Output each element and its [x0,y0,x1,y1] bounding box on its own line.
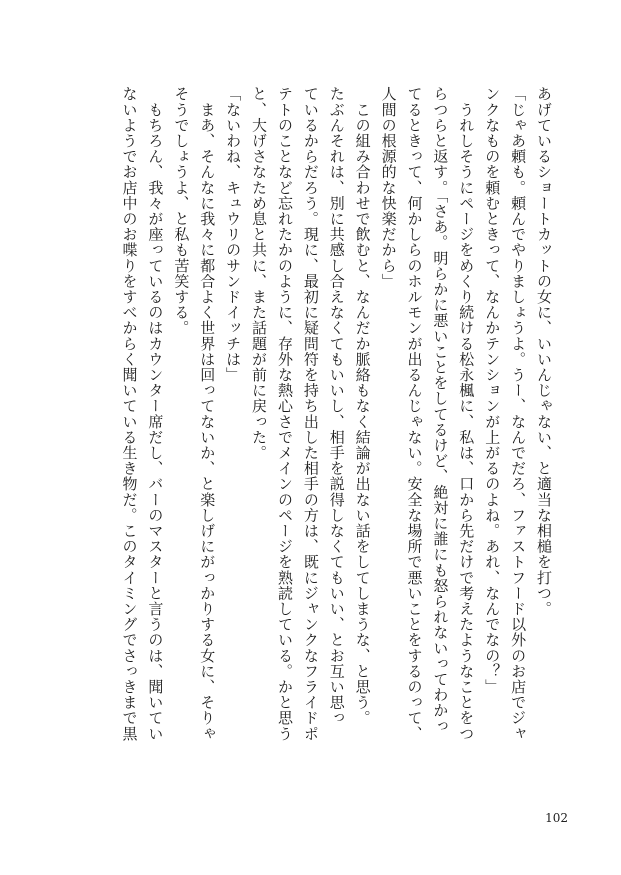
text-line-7: 人間の根源的な快楽だから」 [379,86,398,289]
text-line-13: 「ないわね、キュウリのサンドイッチは」 [224,86,243,383]
text-line-15: そうでしょうよ、と私も苦笑する。 [172,86,191,336]
text-line-8: この組み合わせで飲むと、なんだか脈絡もなく結論が出ない話をしてしまうな、と思う。 [353,86,372,726]
text-line-9: たぶんそれは、別に共感し合えなくてもいいし、相手を説得しなくてもいい、とお互い思っ [327,86,346,726]
text-line-4: うれしそうにページをめくり続ける松永楓に、私は、口から先だけで考えたようなことをつ [457,86,476,742]
text-line-17: ないようでお店中のお喋りをすべからく聞いている生き物だ。このタイミングでさっきまで黒 [120,86,139,742]
text-line-1: あげているショートカットの女に、いいんじゃない、と適当な相槌を打つ。 [535,86,553,617]
text-line-14: まあ、そんなに我々に都合よく世界は回ってないか、と楽しげにがっかりする女に、そりゃ [198,86,217,742]
page-number: 102 [545,811,568,825]
text-line-16: もちろん、我々が座っているのはカウンター席だし、バーのマスターと言うのは、聞いてい [146,86,165,742]
text-line-11: テトのことなど忘れたかのように、存外な熱心さでメインのページを熟読している。かと思う [275,86,294,742]
text-line-5: らつらと返す。「さあ。明らかに悪いことをしてるけど、絶対に誰にも怒られないってわかっ [431,86,450,734]
vertical-text-body [88,86,556,788]
text-line-10: ているからだろう。現に、最初に疑問符を持ち出した相手の方は、既にジャンクなフライドポ [301,86,320,742]
text-line-12: と、大げさなため息と共に、また話題が前に戻った。 [250,86,269,461]
text-line-2: 「じゃあ頼も。頼んでやりましょうよ。うー、なんでだろ、ファストフード以外のお店でジャ [509,86,528,742]
text-line-6: てるときって、何かしらのホルモンが出るんじゃない。安全な場所で悪いことをするのって、 [405,86,424,742]
text-line-3: ンクなものを頼むときって、なんかテンションが上がるのよね。あれ、なんでなの？」 [483,86,502,695]
